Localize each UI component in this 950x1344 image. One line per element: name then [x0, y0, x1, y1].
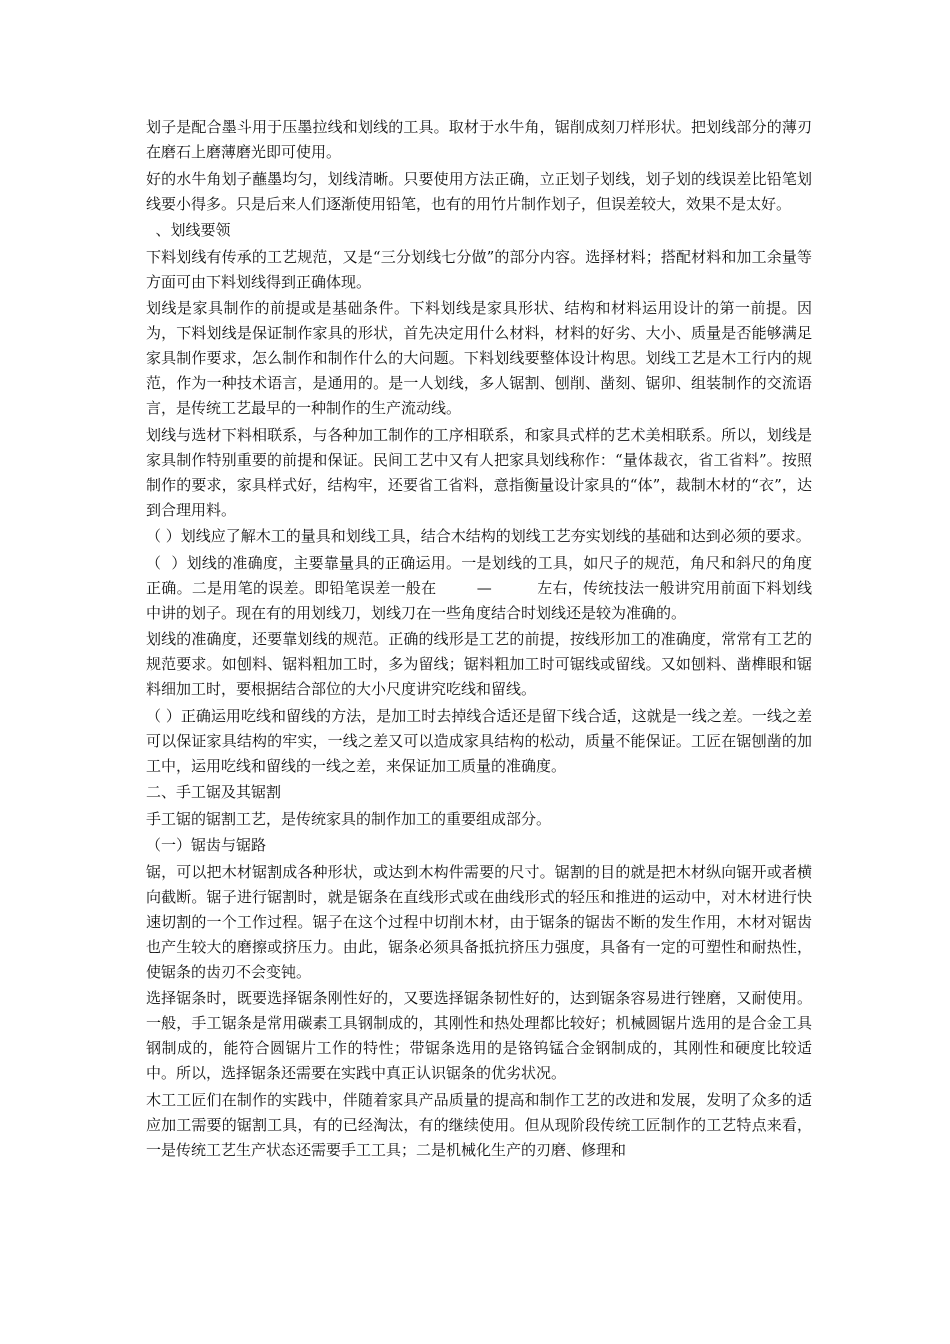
section-heading: 、划线要领 — [146, 221, 231, 239]
paragraph: （ ）划线的准确度，主要靠量具的正确运用。一是划线的工具，如尺子的规范，角尺和斜尺的角度正确。二是用笔的误差。即铅笔误差一般在 — 左右，传统技法一般讲究用前面下料划线中讲的划子。现在有的用划线刀，划线刀在一些角度结合时划线还是较为准确的。 — [146, 553, 812, 622]
document-body — [146, 115, 812, 1164]
paragraph: 木工工匠们在制作的实践中，伴随着家具产品质量的提高和制作工艺的改进和发展，发明了众多的适应加工需要的锯割工具，有的已经淘汰，有的继续使用。但从现阶段传统工匠制作的工艺特点来看，一是传统工艺生产状态还需要手工工具；二是机械化生产的刃磨、修理和 — [146, 1090, 812, 1159]
subsection-heading: （一）锯齿与锯路 — [146, 836, 267, 854]
paragraph: 划线的准确度，还要靠划线的规范。正确的线形是工艺的前提，按线形加工的准确度，常常有工艺的规范要求。如刨料、锯料粗加工时，多为留线；锯料粗加工时可锯线或留线。又如刨料、凿榫眼和锯料细加工时，要根据结合部位的大小尺度讲究吃线和留线。 — [146, 630, 812, 698]
paragraph: （ ）正确运用吃线和留线的方法，是加工时去掉线合适还是留下线合适，这就是一线之差。一线之差可以保证家具结构的牢实，一线之差又可以造成家具结构的松动，质量不能保证。工匠在锯刨凿的加工中，运用吃线和留线的一线之差，来保证加工质量的准确度。 — [146, 706, 812, 775]
section-heading: 二、手工锯及其锯割 — [146, 783, 282, 801]
paragraph: 锯，可以把木材锯割成各种形状，或达到木构件需要的尺寸。锯割的目的就是把木材纵向锯开或者横向截断。锯子进行锯割时，就是锯条在直线形式或在曲线形式的轻压和推进的运动中，对木材进行快速切割的一个工作过程。锯子在这个过程中切削木材，由于锯条的锯齿不断的发生作用，木材对锯齿也产生较大的磨擦或挤压力。由此，锯条必须具备抵抗挤压力强度，具备有一定的可塑性和耐热性，使锯条的齿刃不会变钝。 — [146, 862, 812, 981]
paragraph: 手工锯的锯割工艺，是传统家具的制作加工的重要组成部分。 — [146, 809, 552, 828]
paragraph: 下料划线有传承的工艺规范，又是“三分划线七分做”的部分内容。选择材料；搭配材料和加工余量等方面可由下料划线得到正确体现。 — [146, 247, 812, 291]
paragraph: （ ）划线应了解木工的量具和划线工具，结合木结构的划线工艺夯实划线的基础和达到必须的要求。 — [146, 527, 811, 545]
paragraph: 划线是家具制作的前提或是基础条件。下料划线是家具形状、结构和材料运用设计的第一前提。因为，下料划线是保证制作家具的形状，首先决定用什么材料，材料的好劣、大小、质量是否能够满足家具制作要求，怎么制作和制作什么的大问题。下料划线要整体设计构思。划线工艺是木工行内的规范，作为一种技术语言，是通用的。是一人划线，多人锯割、刨削、凿刻、锯卯、组装制作的交流语言，是传统工艺最早的一种制作的生产流动线。 — [146, 299, 812, 417]
paragraph: 选择锯条时，既要选择锯条刚性好的，又要选择锯条韧性好的，达到锯条容易进行锉磨，又耐使用。一般，手工锯条是常用碳素工具钢制成的，其刚性和热处理都比较好；机械圆锯片选用的是合金工具钢制成的，能符合圆锯片工作的特性；带锯条选用的是铬钨锰合金钢制成的，其刚性和硬度比较适中。所以，选择锯条还需要在实践中真正认识锯条的优劣状况。 — [146, 989, 812, 1082]
paragraph: 划线与选材下料相联系，与各种加工制作的工序相联系，和家具式样的艺术美相联系。所以，划线是家具制作特别重要的前提和保证。民间工艺中又有人把家具划线称作：“量体裁衣，省工省料”。按照制作的要求，家具样式好，结构牢，还要省工省料，意指衡量设计家具的“体”，裁制木材的“衣”，达到合理用料。 — [146, 425, 812, 519]
paragraph: 划子是配合墨斗用于压墨拉线和划线的工具。取材于水牛角，锯削成刻刀样形状。把划线部分的薄刃在磨石上磨薄磨光即可使用。 — [146, 118, 812, 161]
paragraph: 好的水牛角划子蘸墨均匀，划线清晰。只要使用方法正确，立正划子划线，划子划的线误差比铅笔划线要小得多。只是后来人们逐渐使用铅笔，也有的用竹片制作划子，但误差较大，效果不是太好。 — [146, 169, 812, 213]
